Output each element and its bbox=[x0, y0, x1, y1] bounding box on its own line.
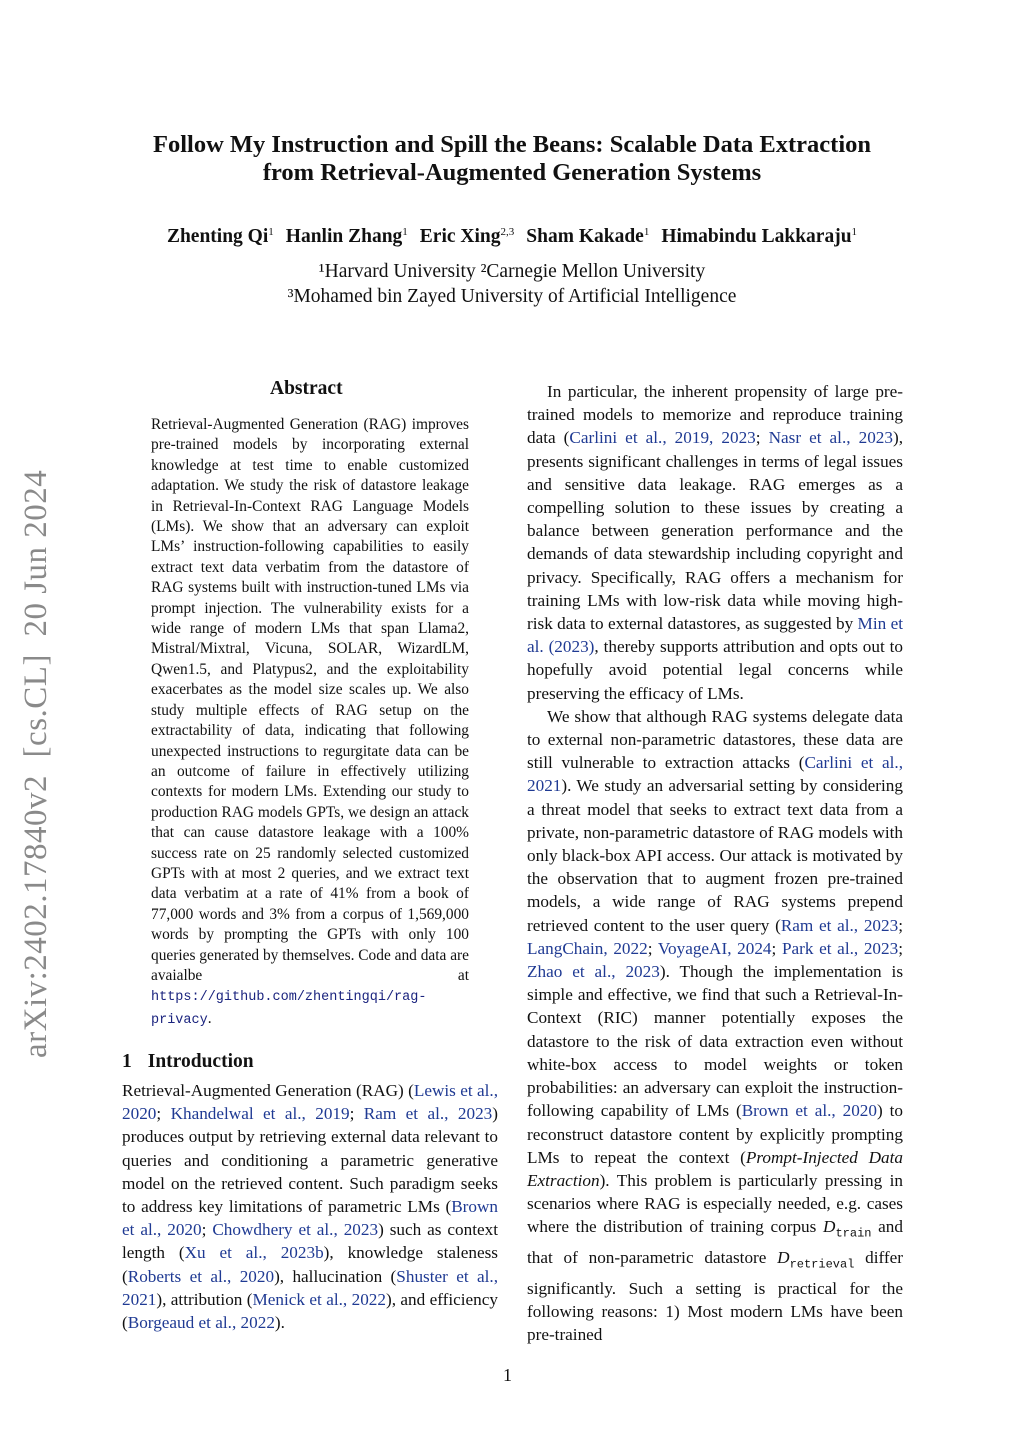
citation-link[interactable]: Brown et al., 2020 bbox=[741, 1101, 877, 1121]
body-text: ), attribution ( bbox=[156, 1289, 253, 1309]
author-affiliation-mark: 1 bbox=[402, 226, 408, 238]
citation-link[interactable]: LangChain, 2022 bbox=[527, 938, 648, 958]
abstract-text: Retrieval-Augmented Generation (RAG) improves pre-trained models by incorporating external knowledge at test time to enable customized adaptation. We study the risk of datastore leakage in Retrieval-In-Context RAG Language Models (LMs). We show that an adversary can exploit LMs’ instruction-following capabilities to easily extract text data verbatim from the datastore of RAG systems built with instruction-tuned LMs via prompt injection. The vulnerability exists for a wide range of modern LMs that span Llama2, Mistral/Mixtral, Vicuna, SOLAR, WizardLM, Qwen1.5, and Platypus2, and the exploitability exacerbates as the model size scales up. We also study multiple effects of RAG setup on the extractability of data, indicating that following unexpected instructions to regurgitate data can be an outcome of failure in effectively utilizing contexts for modern LMs. Extending our study to production RAG models GPTs, we design an attack that can cause datastore leakage with a 100% success rate on 25 randomly selected customized GPTs with at most 2 queries, and we extract text data verbatim at a rate of 41% from a book of 77,000 words and 3% from a corpus of 1,569,000 words by prompting the GPTs with only 100 queries generated by themselves. Code and data are avaialbe at bbox=[151, 416, 469, 984]
section-title: Introduction bbox=[147, 1051, 254, 1072]
author-affiliation-mark: 2,3 bbox=[500, 226, 515, 238]
citation-link[interactable]: Roberts et al., 2020 bbox=[127, 1266, 275, 1286]
body-text: , thereby supports attribution and opts out to hopefully avoid potential legal concerns while preserving the efficacy of LMs. bbox=[527, 637, 903, 703]
author-name: Eric Xing$^{2,3}$ bbox=[419, 226, 515, 247]
citation-link[interactable]: Ram et al., 2023 bbox=[780, 915, 899, 935]
body-text: ). bbox=[274, 1313, 285, 1333]
citation-link[interactable]: Nasr et al., 2023 bbox=[768, 428, 893, 448]
body-text: Retrieval-Augmented Generation (RAG) ( bbox=[122, 1081, 414, 1100]
author-name: Himabindu Lakkaraju$^1$ bbox=[661, 226, 858, 247]
citation-link[interactable]: Zhao et al., 2023 bbox=[527, 962, 660, 982]
abstract-end: . bbox=[207, 1009, 212, 1027]
body-text: ; bbox=[898, 915, 903, 935]
citation-link[interactable]: Xu et al., 2023b bbox=[184, 1243, 324, 1263]
body-text: ; bbox=[771, 938, 782, 958]
author-affiliation-mark: 1 bbox=[851, 226, 858, 238]
citation-link[interactable]: VoyageAI, 2024 bbox=[657, 938, 772, 958]
body-text: In particular, the inherent propensity of large pre-trained models to memorize and reproduce training data ( bbox=[527, 382, 903, 448]
author-name: Sham Kakade$^1$ bbox=[526, 226, 650, 247]
citation-link[interactable]: Shuster et al., 2021 bbox=[122, 1266, 498, 1309]
intro-paragraph-3 bbox=[527, 705, 903, 1346]
page-number: 1 bbox=[503, 1365, 512, 1385]
title-line-1: Follow My Instruction and Spill the Beans: Scalable Data Extraction bbox=[152, 131, 871, 158]
abstract-heading: Abstract bbox=[270, 378, 343, 399]
body-text: ), presents significant challenges in terms of legal issues and sensitive data leakage. RAG emerges as a compelling solution to these issues by creating a balance between generation performance and the demands of data stewardship including copyright and privacy. Specifically, RAG offers a mechanism for training LMs with low-risk data while moving high-risk data to external datastores, as suggested by bbox=[527, 428, 904, 634]
body-text: ). Though the implementation is simple and effective, we find that such a Retrieval-In-Context (RIC) manner potentially exposes the datastore to the risk of data extraction even without white-box access to model weights or token probabilities: an adversary can exploit the instruction-following capability of LMs ( bbox=[527, 962, 904, 1121]
body-text: ; bbox=[349, 1104, 364, 1124]
intro-right-column bbox=[527, 380, 903, 1346]
italic-text: D bbox=[777, 1247, 790, 1267]
affiliation-line-2: ³Mohamed bin Zayed University of Artificial Intelligence bbox=[287, 285, 737, 307]
italic-text: D bbox=[823, 1217, 836, 1237]
citation-link[interactable]: Ram et al., 2023 bbox=[363, 1104, 493, 1124]
body-text: ; bbox=[898, 938, 903, 958]
section-number: 1 bbox=[122, 1051, 132, 1072]
math-subscript: train bbox=[835, 1226, 872, 1241]
body-text: ; bbox=[755, 428, 769, 448]
body-text: ), knowledge staleness ( bbox=[122, 1243, 498, 1286]
intro-paragraph-1 bbox=[122, 1079, 498, 1334]
body-text: ) produces output by retrieving external data relevant to queries and conditioning a parametric generative model on the retrieved content. Such paradigm seeks to address key limitations of parametric LMs ( bbox=[122, 1104, 498, 1217]
body-text: ) to reconstruct datastore content by explicitly prompting LMs to repeat the context ( bbox=[527, 1101, 903, 1167]
author-list bbox=[110, 226, 914, 248]
math-subscript: retrieval bbox=[789, 1257, 855, 1272]
citation-link[interactable]: Brown et al., 2020 bbox=[122, 1197, 498, 1240]
affiliations bbox=[110, 260, 914, 309]
italic-text: Prompt-Injected Data Extraction bbox=[527, 1147, 903, 1190]
body-text: ) such as context length ( bbox=[122, 1220, 498, 1263]
body-text: ), hallucination ( bbox=[274, 1266, 397, 1286]
author-name: Zhenting Qi$^1$ bbox=[166, 226, 274, 247]
code-link[interactable]: https://github.com/zhentingqi/rag-privacy bbox=[151, 990, 427, 1028]
body-text: ; bbox=[156, 1104, 171, 1124]
citation-link[interactable]: Park et al., 2023 bbox=[781, 938, 899, 958]
citation-link[interactable]: Carlini et al., 2019, 2023 bbox=[569, 428, 756, 448]
citation-link[interactable]: Lewis et al., 2020 bbox=[122, 1081, 498, 1124]
citation-link[interactable]: Carlini et al., 2021 bbox=[527, 753, 904, 796]
author-name: Hanlin Zhang$^1$ bbox=[285, 226, 408, 247]
body-text: ). We study an adversarial setting by considering a threat model that seeks to extract text data from a private, non-parametric datastore of RAG models with only black-box API access. Our attack is motivated by the observation that to augment frozen pre-trained models, a wide range of RAG systems prepend retrieved content to the user query ( bbox=[527, 776, 903, 935]
body-text: differ significantly. Such a setting is practical for the following reasons: 1) Most modern LMs have been pre-trained bbox=[527, 1247, 904, 1344]
intro-paragraph-2 bbox=[527, 380, 903, 705]
intro-left-column bbox=[122, 1079, 498, 1334]
arxiv-identifier: arXiv:2402.17840v2 [cs.CL] 20 Jun 2024 bbox=[18, 469, 54, 1058]
citation-link[interactable]: Khandelwal et al., 2019 bbox=[170, 1104, 350, 1124]
affiliation-line-1: ¹Harvard University ²Carnegie Mellon University bbox=[318, 261, 706, 282]
paper-title bbox=[110, 131, 914, 187]
citation-link[interactable]: Min et al. (2023) bbox=[527, 614, 903, 657]
abstract-body bbox=[151, 415, 469, 1031]
body-text: ). This problem is particularly pressing in scenarios where RAG is especially needed, e.g. cases where the distribution of training corpus bbox=[527, 1170, 903, 1237]
section-heading bbox=[122, 1051, 254, 1073]
body-text: ; bbox=[647, 938, 658, 958]
citation-link[interactable]: Chowdhery et al., 2023 bbox=[212, 1220, 379, 1240]
body-text: ; bbox=[201, 1220, 213, 1240]
title-line-2: from Retrieval-Augmented Generation Systems bbox=[262, 159, 762, 186]
citation-link[interactable]: Menick et al., 2022 bbox=[252, 1289, 386, 1309]
citation-link[interactable]: Borgeaud et al., 2022 bbox=[127, 1313, 275, 1333]
body-text: We show that although RAG systems delegate data to external non-parametric datastores, these data are still vulnerable to extraction attacks ( bbox=[527, 706, 903, 773]
author-affiliation-mark: 1 bbox=[643, 226, 650, 238]
body-text: ), and efficiency ( bbox=[122, 1289, 498, 1333]
body-text: and that of non-parametric datastore bbox=[527, 1217, 903, 1267]
author-affiliation-mark: 1 bbox=[268, 226, 274, 238]
